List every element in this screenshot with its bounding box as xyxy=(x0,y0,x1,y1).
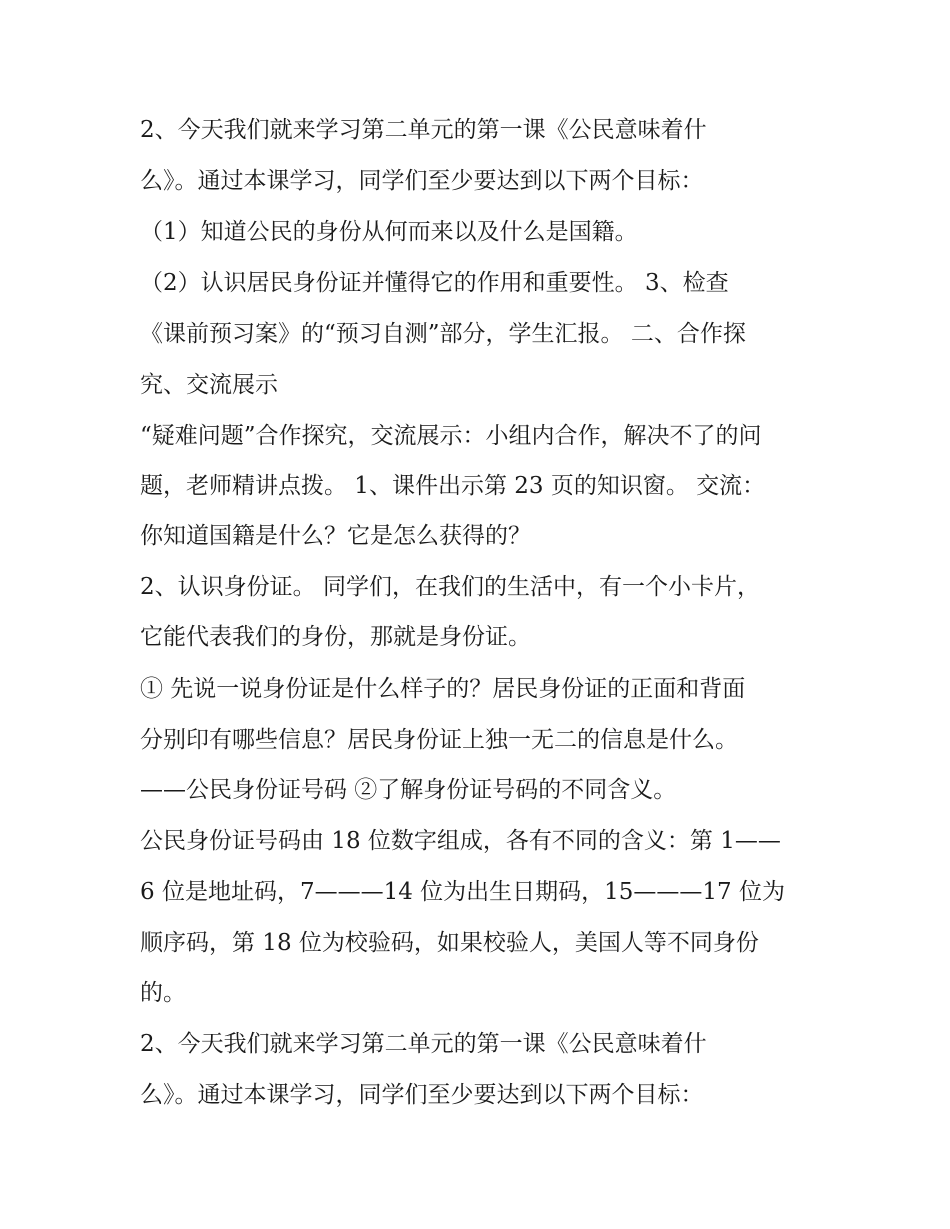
text-line: 它能代表我们的身份，那就是身份证。 xyxy=(140,624,531,650)
text-line: 么》。通过本课学习，同学们至少要达到以下两个目标： xyxy=(140,1082,704,1108)
text-line: 2、今天我们就来学习第二单元的第一课《公民意味着什 xyxy=(140,1031,707,1057)
text-line: “疑难问题”合作探究，交流展示：小组内合作，解决不了的问 xyxy=(140,423,762,449)
text-line: ① 先说一说身份证是什么样子的？居民身份证的正面和背面 xyxy=(140,676,746,702)
text-line: 2、认识身份证。 同学们，在我们的生活中，有一个小卡片， xyxy=(140,574,760,600)
text-line: 题，老师精讲点拨。 1、课件出示第 23 页的知识窗。 交流： xyxy=(140,473,766,499)
text-line: 6 位是地址码，7———14 位为出生日期码，15———17 位为 xyxy=(140,879,785,905)
text-line: 究、交流展示 xyxy=(140,372,278,398)
text-line: 顺序码，第 18 位为校验码，如果校验人，美国人等不同身份 xyxy=(140,930,759,956)
text-line: （1）知道公民的身份从何而来以及什么是国籍。 xyxy=(140,219,638,245)
text-line: 2、今天我们就来学习第二单元的第一课《公民意味着什 xyxy=(140,117,707,143)
text-line: 分别印有哪些信息？居民身份证上独一无二的信息是什么。 xyxy=(140,727,738,753)
text-line: 公民身份证号码由 18 位数字组成，各有不同的含义：第 1—— xyxy=(140,828,781,854)
text-line: 《课前预习案》的“预习自测”部分，学生汇报。 二、合作探 xyxy=(140,321,746,347)
text-line: ——公民身份证号码 ②了解身份证号码的不同含义。 xyxy=(140,777,677,803)
text-line: 么》。通过本课学习，同学们至少要达到以下两个目标： xyxy=(140,168,704,194)
text-line: （2）认识居民身份证并懂得它的作用和重要性。 3、检查 xyxy=(140,270,729,296)
text-line: 的。 xyxy=(140,980,186,1006)
text-line: 你知道国籍是什么？它是怎么获得的？ xyxy=(140,523,531,549)
